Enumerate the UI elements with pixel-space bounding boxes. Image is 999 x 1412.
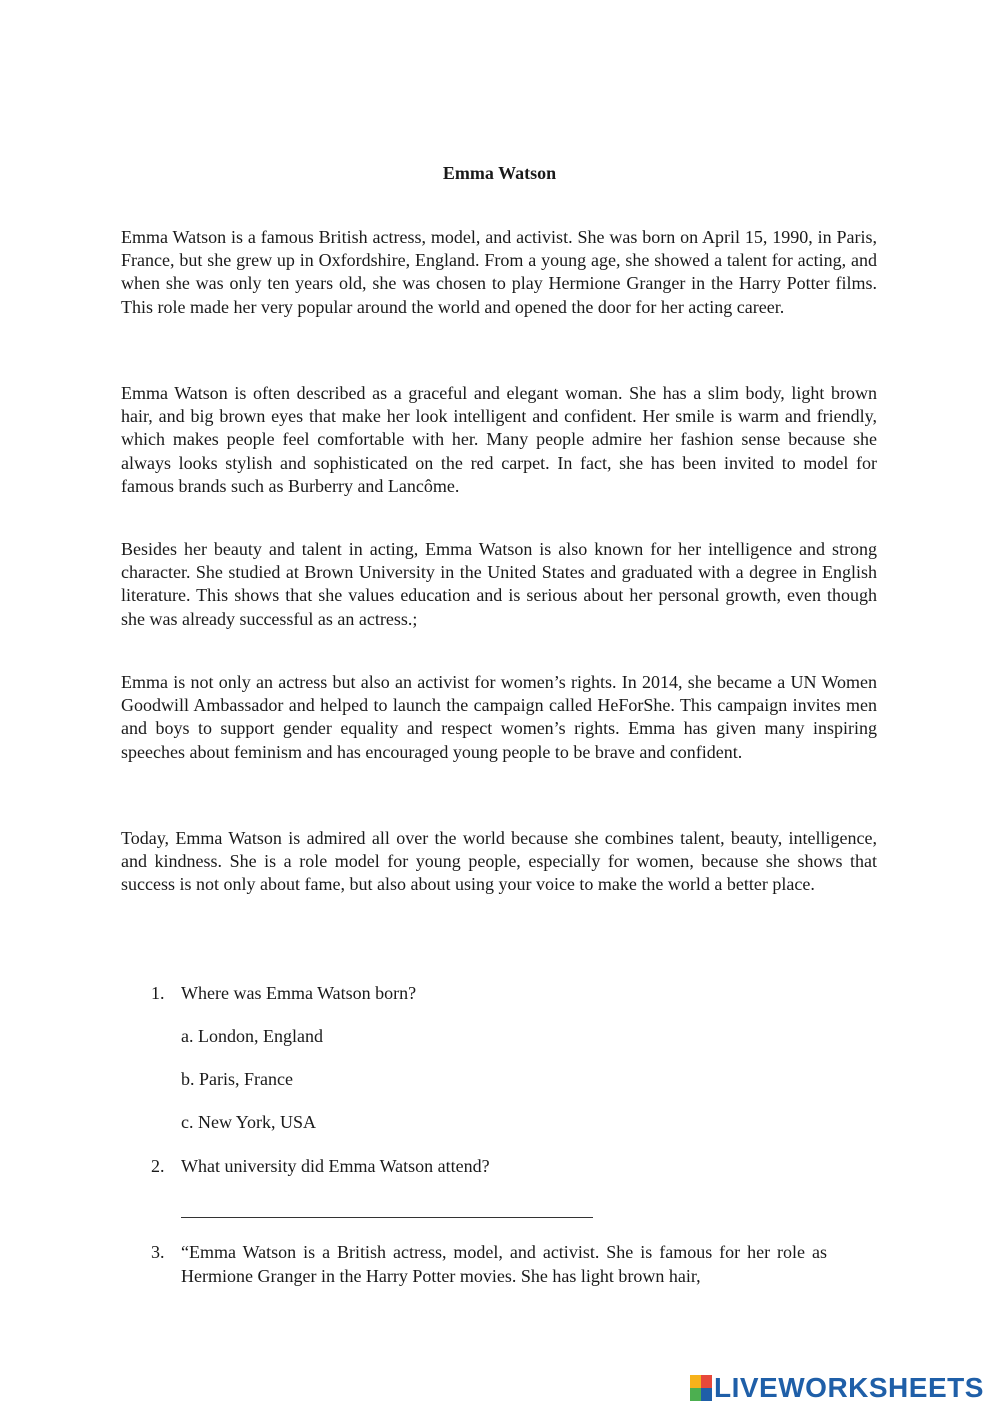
page-title: Emma Watson [442, 163, 557, 183]
question-1-text: Where was Emma Watson born? [181, 983, 417, 1003]
logo-square-blue [701, 1388, 712, 1401]
logo-square-yellow [690, 1375, 701, 1388]
question-1-number: 1. [151, 983, 165, 1003]
question-2-text: What university did Emma Watson attend? [181, 1156, 490, 1176]
paragraph-3: Besides her beauty and talent in acting, Emma Watson is also known for her intelligence and strong character. She studied at Brown University in the United States and graduated with a degree in English literature. This shows that she values education and is serious about her personal growth, even though she was already successful as an actress.; [121, 539, 877, 629]
logo-mark-icon [690, 1375, 712, 1401]
paragraph-5: Today, Emma Watson is admired all over the world because she combines talent, beauty, intelligence, and kindness. She is a role model for young people, especially for women, because she shows that success is not only about fame, but also about using your voice to make the world a better place. [121, 828, 877, 895]
logo-square-green [690, 1388, 701, 1401]
question-2-answer-field[interactable] [181, 1217, 593, 1218]
question-1-option-a[interactable]: a. London, England [181, 1026, 323, 1046]
logo-square-red [701, 1375, 712, 1388]
question-1-option-b[interactable]: b. Paris, France [181, 1069, 293, 1089]
liveworksheets-logo [690, 1373, 984, 1403]
paragraph-4: Emma is not only an actress but also an activist for women’s rights. In 2014, she became a UN Women Goodwill Ambassador and helped to launch the campaign called HeForShe. This campaign invites men and boys to support gender equality and respect women’s rights. Emma has given many inspiring speeches about feminism and has encouraged young people to be brave and confident. [121, 672, 877, 762]
paragraph-1: Emma Watson is a famous British actress, model, and activist. She was born on April 15, 1990, in Paris, France, but she grew up in Oxfordshire, England. From a young age, she showed a talent for acting, and when she was only ten years old, she was chosen to play Hermione Granger in the Harry Potter films. This role made her very popular around the world and opened the door for her acting career. [121, 227, 877, 317]
question-2-number: 2. [151, 1156, 165, 1176]
logo-text: LIVEWORKSHEETS [714, 1372, 984, 1403]
question-3-text: “Emma Watson is a British actress, model, and activist. She is famous for her role as Hermione Granger in the Harry Potter movies. She has light brown hair, [181, 1242, 827, 1286]
question-1-option-c[interactable]: c. New York, USA [181, 1112, 317, 1132]
paragraph-2: Emma Watson is often described as a graceful and elegant woman. She has a slim body, light brown hair, and big brown eyes that make her look intelligent and confident. Her smile is warm and friendly, which makes people feel comfortable with her. Many people admire her fashion sense because she always looks stylish and sophisticated on the red carpet. In fact, she has been invited to model for famous brands such as Burberry and Lancôme. [121, 383, 877, 496]
question-3-number: 3. [151, 1242, 165, 1262]
